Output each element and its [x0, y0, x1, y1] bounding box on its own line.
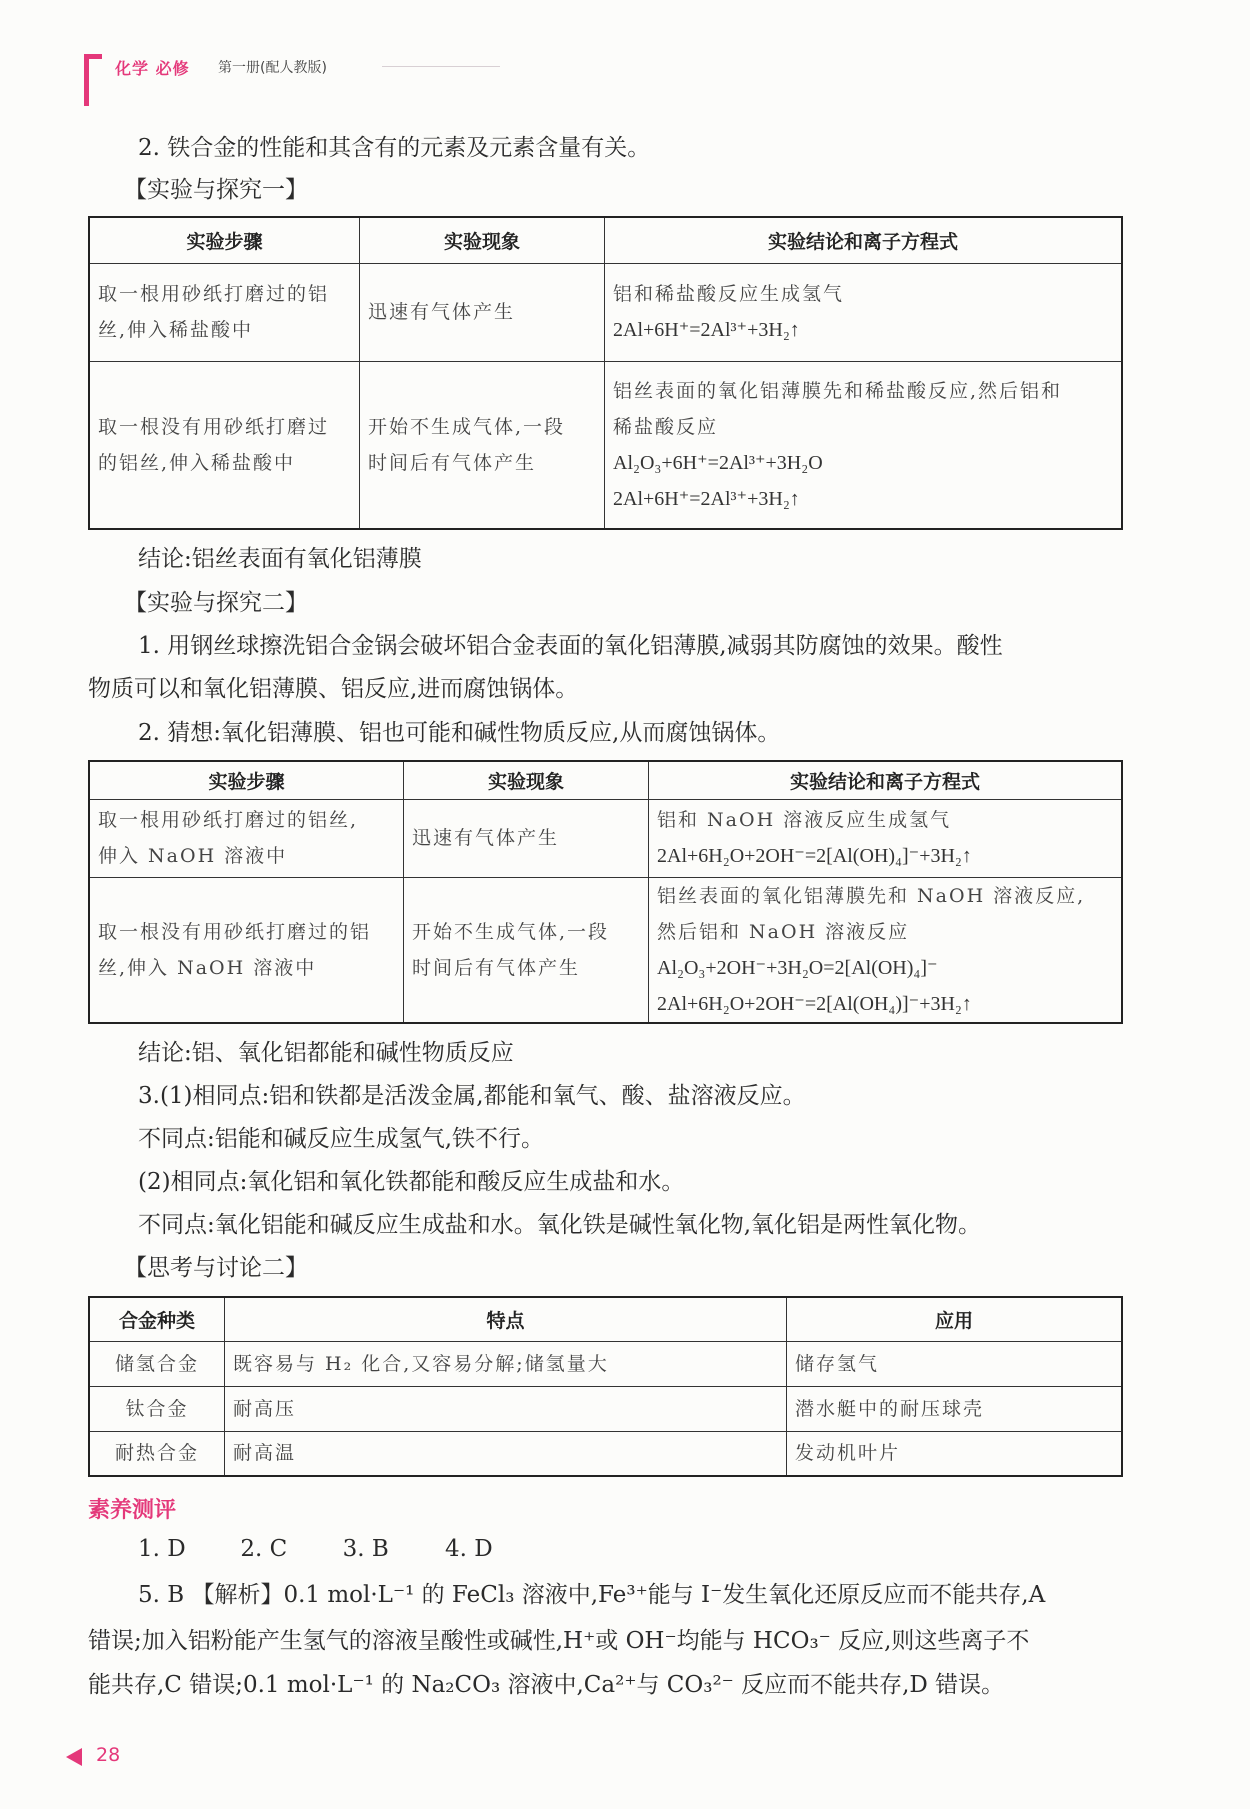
table-row	[89, 799, 1122, 877]
page-arrow-icon	[66, 1748, 82, 1766]
conclusion-cell: 铝和 NaOH 溶液反应生成氢气 2Al+6H₂O+2OH⁻=2[Al(OH)₄]⁻+3H₂↑	[649, 799, 1123, 877]
item-3-line-3: (2)相同点:氧化铝和氧化铁都能和酸反应生成盐和水。	[138, 1169, 685, 1195]
table-2-header-step: 实验步骤	[89, 761, 404, 799]
table-3-header-row	[89, 1297, 1122, 1341]
alloy-use-cell: 潜水艇中的耐压球壳	[787, 1386, 1123, 1431]
section-title-1: 【实验与探究一】	[124, 177, 308, 203]
table-row	[89, 361, 1122, 529]
section-title-3: 【思考与讨论二】	[124, 1255, 308, 1281]
experiment-table-2	[88, 760, 1123, 1024]
table-1-header-phenomenon: 实验现象	[360, 217, 605, 263]
answer-item: 1. D	[138, 1536, 186, 1562]
header-book: 第一册(配人教版)	[218, 60, 327, 76]
answer-item: 4. D	[444, 1536, 493, 1562]
step-cell: 取一根用砂纸打磨过的铝丝, 伸入 NaOH 溶液中	[89, 799, 404, 877]
equation: 2Al+6H₂O+2OH⁻=2[Al(OH₄)]⁻+3H₂↑	[657, 992, 972, 1015]
header-accent-bar	[84, 54, 89, 106]
step-cell: 取一根没有用砂纸打磨过的铝 丝,伸入 NaOH 溶液中	[89, 877, 404, 1023]
alloy-use-cell: 储存氢气	[787, 1341, 1123, 1386]
alloy-feature-cell: 既容易与 H₂ 化合,又容易分解;储氢量大	[225, 1341, 787, 1386]
table-row	[89, 263, 1122, 361]
step-cell: 取一根没有用砂纸打磨过 的铝丝,伸入稀盐酸中	[89, 361, 360, 529]
conclusion-cell: 铝丝表面的氧化铝薄膜先和稀盐酸反应,然后铝和 稀盐酸反应 Al₂O₃+6H⁺=2Al³⁺+3H₂O 2Al+6H⁺=2Al³⁺+3H₂↑	[605, 361, 1123, 529]
section-2-para-2: 2. 猜想:氧化铝薄膜、铝也可能和碱性物质反应,从而腐蚀锅体。	[138, 720, 781, 746]
equation: Al₂O₃+2OH⁻+3H₂O=2[Al(OH)₄]⁻	[657, 956, 938, 979]
section-2-para-1a: 1. 用钢丝球擦洗铝合金锅会破坏铝合金表面的氧化铝薄膜,减弱其防腐蚀的效果。酸性	[138, 633, 1003, 659]
item-3-line-1: 3.(1)相同点:铝和铁都是活泼金属,都能和氧气、酸、盐溶液反应。	[138, 1083, 806, 1109]
phenomenon-cell: 迅速有气体产生	[360, 263, 605, 361]
table-1-header-conclusion: 实验结论和离子方程式	[605, 217, 1123, 263]
q5-line-2: 错误;加入铝粉能产生氢气的溶液呈酸性或碱性,H⁺或 OH⁻均能与 HCO₃⁻ 反应,则这些离子不	[88, 1628, 1030, 1654]
q5-line-1: 5. B 【解析】0.1 mol·L⁻¹ 的 FeCl₃ 溶液中,Fe³⁺能与 I⁻发生氧化还原反应而不能共存,A	[138, 1582, 1046, 1608]
item-3-line-4: 不同点:氧化铝能和碱反应生成盐和水。氧化铁是碱性氧化物,氧化铝是两性氧化物。	[138, 1212, 982, 1238]
table-row	[89, 877, 1122, 1023]
step-cell: 取一根用砂纸打磨过的铝 丝,伸入稀盐酸中	[89, 263, 360, 361]
table-2-header-conclusion: 实验结论和离子方程式	[649, 761, 1123, 799]
conclusion-cell: 铝和稀盐酸反应生成氢气 2Al+6H⁺=2Al³⁺+3H₂↑	[605, 263, 1123, 361]
section-title-2: 【实验与探究二】	[124, 590, 308, 616]
equation: Al₂O₃+6H⁺=2Al³⁺+3H₂O	[613, 451, 823, 474]
phenomenon-cell: 开始不生成气体,一段 时间后有气体产生	[404, 877, 649, 1023]
q5-line-3: 能共存,C 错误;0.1 mol·L⁻¹ 的 Na₂CO₃ 溶液中,Ca²⁺与 CO₃²⁻ 反应而不能共存,D 错误。	[88, 1672, 1005, 1698]
alloy-use-cell: 发动机叶片	[787, 1431, 1123, 1476]
answer-item: 3. B	[342, 1536, 389, 1562]
alloy-kind-cell: 储氢合金	[89, 1341, 225, 1386]
answer-list	[138, 1534, 493, 1564]
section-1-conclusion: 结论:铝丝表面有氧化铝薄膜	[138, 546, 422, 572]
equation: 2Al+6H₂O+2OH⁻=2[Al(OH)₄]⁻+3H₂↑	[657, 845, 972, 867]
table-1-header-row	[89, 217, 1122, 263]
table-1-header-step: 实验步骤	[89, 217, 360, 263]
phenomenon-cell: 迅速有气体产生	[404, 799, 649, 877]
table-2-header-phenomenon: 实验现象	[404, 761, 649, 799]
header-rule	[382, 66, 500, 67]
alloy-table	[88, 1296, 1123, 1477]
alloy-kind-cell: 耐热合金	[89, 1431, 225, 1476]
page-number: 28	[96, 1744, 121, 1766]
experiment-table-1	[88, 216, 1123, 530]
section-2-conclusion: 结论:铝、氧化铝都能和碱性物质反应	[138, 1040, 514, 1066]
equation: 2Al+6H⁺=2Al³⁺+3H₂↑	[613, 487, 800, 510]
table-3-header-feature: 特点	[225, 1297, 787, 1341]
answer-item: 2. C	[240, 1536, 288, 1562]
table-2-header-row	[89, 761, 1122, 799]
alloy-feature-cell: 耐高温	[225, 1431, 787, 1476]
table-row	[89, 1386, 1122, 1431]
table-row	[89, 1431, 1122, 1476]
table-3-header-use: 应用	[787, 1297, 1123, 1341]
header-subject: 化学 必修	[115, 59, 190, 78]
header-accent-cap	[84, 54, 102, 59]
conclusion-cell: 铝丝表面的氧化铝薄膜先和 NaOH 溶液反应, 然后铝和 NaOH 溶液反应 Al₂O₃+2OH⁻+3H₂O=2[Al(OH)₄]⁻ 2Al+6H₂O+2OH⁻=2[Al(OH₄)]⁻+3H₂↑	[649, 877, 1123, 1023]
assessment-title: 素养测评	[88, 1498, 177, 1523]
table-3-header-kind: 合金种类	[89, 1297, 225, 1341]
alloy-feature-cell: 耐高压	[225, 1386, 787, 1431]
section-2-para-1b: 物质可以和氧化铝薄膜、铝反应,进而腐蚀锅体。	[88, 676, 579, 702]
alloy-kind-cell: 钛合金	[89, 1386, 225, 1431]
table-row	[89, 1341, 1122, 1386]
equation: 2Al+6H⁺=2Al³⁺+3H₂↑	[613, 319, 800, 341]
item-3-line-2: 不同点:铝能和碱反应生成氢气,铁不行。	[138, 1126, 545, 1152]
phenomenon-cell: 开始不生成气体,一段 时间后有气体产生	[360, 361, 605, 529]
item-2-text: 2. 铁合金的性能和其含有的元素及元素含量有关。	[138, 135, 651, 161]
